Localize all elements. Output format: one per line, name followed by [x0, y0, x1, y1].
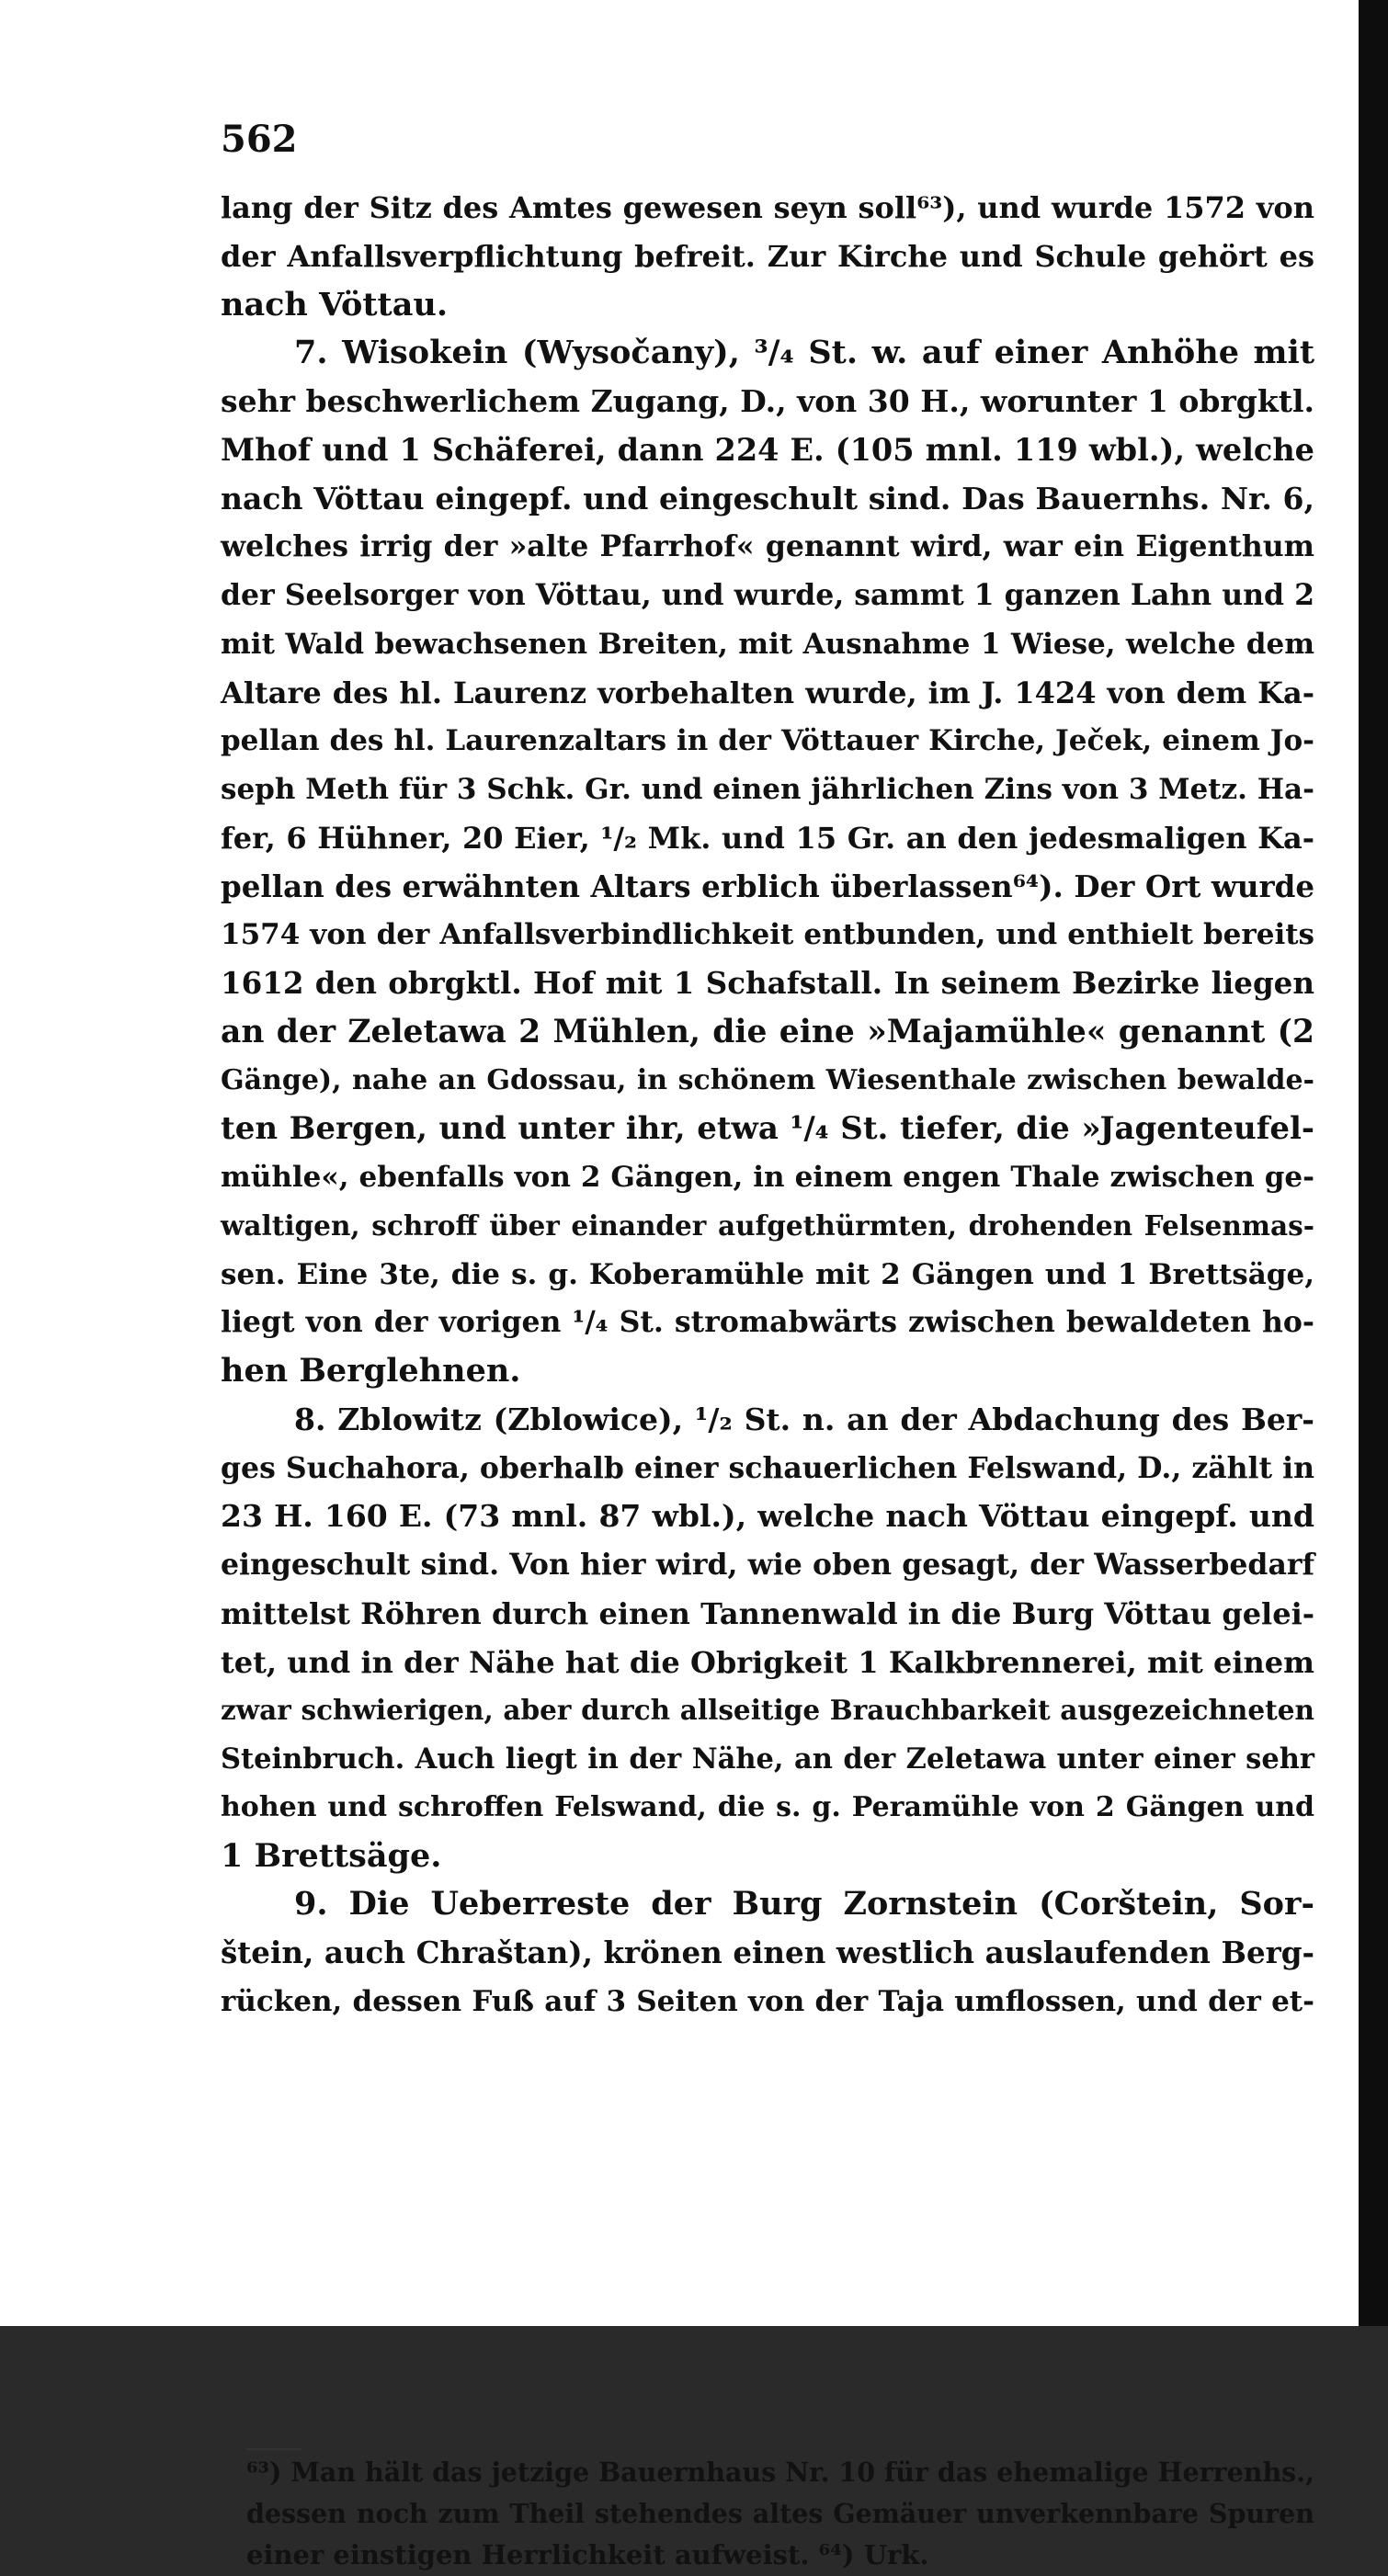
text-line: Gänge), nahe an Gdossau, in schönem Wiesenthale zwischen bewalde- [221, 1063, 1314, 1096]
page-edge [1359, 0, 1388, 2326]
text-line: pellan des hl. Laurenzaltars in der Vöttauer Kirche, Ječek, einem Jo- [221, 724, 1314, 758]
text-line: nach Vöttau. [221, 285, 448, 323]
text-line: zwar schwierigen, aber durch allseitige Brauchbarkeit ausgezeichneten [221, 1694, 1314, 1727]
text-line: fer, 6 Hühner, 20 Eier, ¹/₂ Mk. und 15 Gr. an den jedesmaligen Ka- [221, 820, 1314, 856]
text-line: štein, auch Chraštan), krönen einen westlich auslaufenden Berg- [221, 1935, 1314, 1970]
text-line: tet, und in der Nähe hat die Obrigkeit 1 Kalkbrennerei, mit einem [221, 1644, 1314, 1680]
text-line: welches irrig der »alte Pfarrhof« genannt wird, war ein Eigenthum [221, 529, 1314, 564]
text-line: 1 Brettsäge. [221, 1836, 442, 1875]
text-line: an der Zeletawa 2 Mühlen, die eine »Majamühle« genannt (2 [221, 1013, 1314, 1050]
text-line: sehr beschwerlichem Zugang, D., von 30 H., worunter 1 obrgktl. [221, 383, 1314, 419]
text-line: lang der Sitz des Amtes gewesen seyn soll⁶³), und wurde 1572 von [221, 190, 1314, 225]
text-line: Steinbruch. Auch liegt in der Nähe, an der Zeletawa unter einer sehr [221, 1742, 1314, 1776]
text-line: Mhof und 1 Schäferei, dann 224 E. (105 mnl. 119 wbl.), welche [221, 431, 1314, 468]
text-line: hen Berglehnen. [221, 1352, 521, 1390]
footnotes [246, 2452, 1314, 2576]
text-line: ges Suchahora, oberhalb einer schauerlichen Felswand, D., zählt in [221, 1450, 1314, 1485]
text-line: mittelst Röhren durch einen Tannenwald in die Burg Vöttau gelei- [221, 1595, 1314, 1631]
text-line: 1612 den obrgktl. Hof mit 1 Schafstall. In seinem Bezirke liegen [221, 965, 1314, 1001]
text-line: der Seelsorger von Vöttau, und wurde, sammt 1 ganzen Lahn und 2 [221, 578, 1314, 612]
text-line: Altare des hl. Laurenz vorbehalten wurde, im J. 1424 von dem Ka- [221, 675, 1314, 710]
footnote-line: einer einstigen Herrlichkeit aufweist. ⁶⁴) Urk. [246, 2539, 929, 2570]
text-line: mühle«, ebenfalls von 2 Gängen, in einem engen Thale zwischen ge- [221, 1161, 1314, 1194]
text-line: ten Bergen, und unter ihr, etwa ¹/₄ St. tiefer, die »Jagenteufel- [221, 1110, 1314, 1148]
text-line: 9. Die Ueberreste der Burg Zornstein (Corštein, Sor- [294, 1885, 1314, 1923]
text-line: waltigen, schroff über einander aufgethürmten, drohenden Felsenmas- [221, 1209, 1314, 1242]
text-line: mit Wald bewachsenen Breiten, mit Ausnahme 1 Wiese, welche dem [221, 627, 1314, 661]
text-line: nach Vöttau eingepf. und eingeschult sind. Das Bauernhs. Nr. 6, [221, 480, 1314, 516]
footnote-line: dessen noch zum Theil stehendes altes Gemäuer unverkennbare Spuren [246, 2498, 1314, 2529]
text-line: eingeschult sind. Von hier wird, wie oben gesagt, der Wasserbedarf [221, 1548, 1314, 1582]
text-line: 1574 von der Anfallsverbindlichkeit entbunden, und enthielt bereits [221, 918, 1314, 952]
text-line: sen. Eine 3te, die s. g. Koberamühle mit 2 Gängen und 1 Brettsäge, [221, 1257, 1314, 1291]
text-line: 23 H. 160 E. (73 mnl. 87 wbl.), welche nach Vöttau eingepf. und [221, 1498, 1314, 1535]
text-line: 7. Wisokein (Wysočany), ³/₄ St. w. auf einer Anhöhe mit [294, 334, 1314, 372]
text-line: liegt von der vorigen ¹/₄ St. stromabwärts zwischen bewaldeten ho- [221, 1305, 1314, 1340]
page-number: 562 [221, 118, 298, 161]
text-line: hohen und schroffen Felswand, die s. g. Peramühle von 2 Gängen und [221, 1790, 1314, 1823]
text-line: rücken, dessen Fuß auf 3 Seiten von der Taja umflossen, und der et- [221, 1984, 1314, 2018]
text-line: seph Meth für 3 Schk. Gr. und einen jährlichen Zins von 3 Metz. Ha- [221, 773, 1314, 806]
text-line: der Anfallsverpflichtung befreit. Zur Kirche und Schule gehört es [221, 238, 1314, 274]
body-text [221, 184, 1314, 2026]
text-line: 8. Zblowitz (Zblowice), ¹/₂ St. n. an der Abdachung des Ber- [294, 1401, 1314, 1437]
footnote-line: ⁶³) Man hält das jetzige Bauernhaus Nr. 10 für das ehemalige Herrenhs., [246, 2457, 1315, 2488]
footnote-rule [246, 2448, 301, 2450]
text-line: pellan des erwähnten Altars erblich überlassen⁶⁴). Der Ort wurde [221, 868, 1314, 904]
